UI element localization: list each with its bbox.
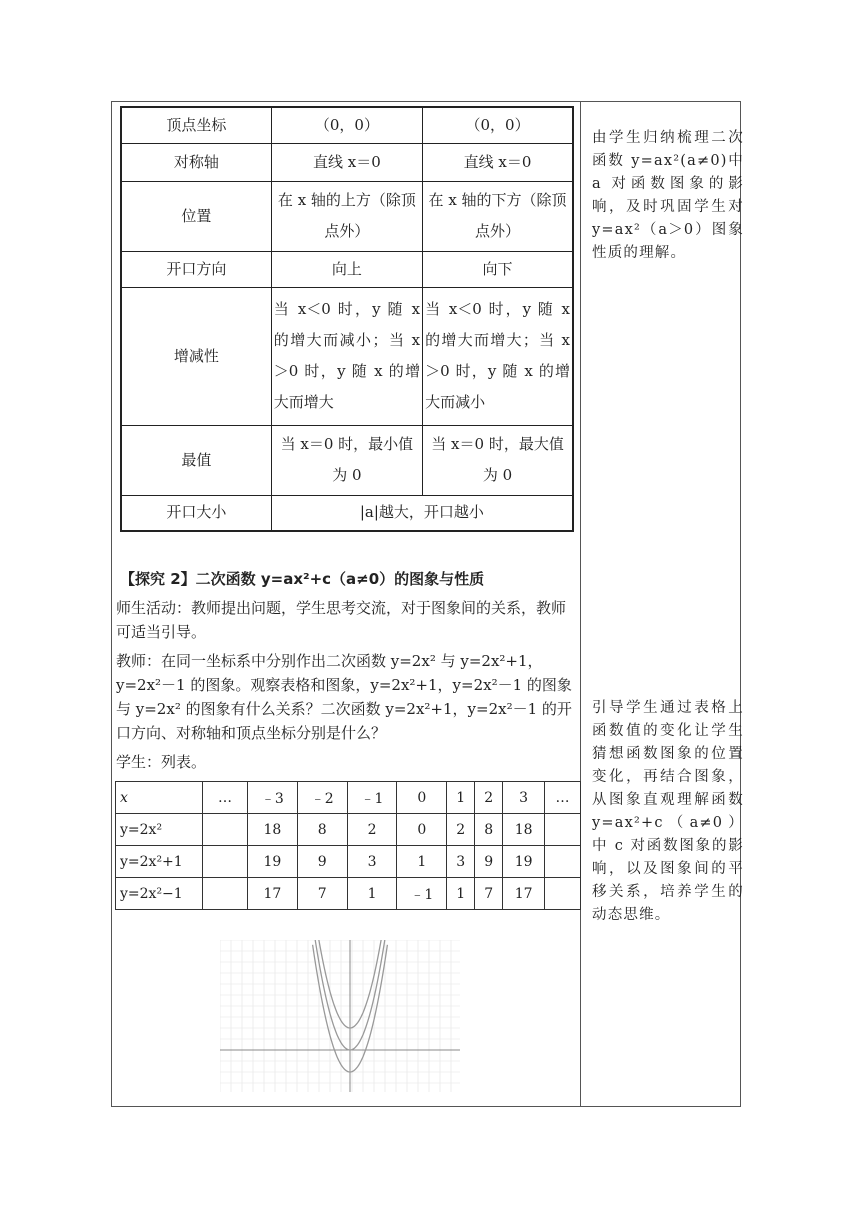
row-label: 开口方向 <box>121 251 271 287</box>
row-label: 位置 <box>121 181 271 251</box>
table-cell: 1 <box>397 846 447 878</box>
cell-a-negative: （0，0） <box>423 107 573 143</box>
table-row <box>116 814 581 846</box>
cell-a-negative: 向下 <box>423 251 573 287</box>
table-cell: 18 <box>503 814 545 846</box>
table-cell: 8 <box>297 814 347 846</box>
table-cell: 17 <box>503 878 545 910</box>
table-cell <box>203 814 248 846</box>
table-row <box>121 107 573 143</box>
cell-a-positive: 当 x＜0 时，y 随 x 的增大而减小；当 x＞0 时，y 随 x 的增大而增大 <box>271 287 422 425</box>
row-label: 增减性 <box>121 287 271 425</box>
table-cell: 3 <box>503 782 545 814</box>
table-cell: 1 <box>347 878 397 910</box>
table-cell: 2 <box>447 814 475 846</box>
table-cell: 17 <box>248 878 298 910</box>
properties-table <box>120 106 574 532</box>
table-cell: 3 <box>347 846 397 878</box>
cell-a-positive: 向上 <box>271 251 422 287</box>
row-label: x <box>116 782 203 814</box>
row-label: 最值 <box>121 425 271 495</box>
row-label: y=2x²+1 <box>116 846 203 878</box>
table-row <box>121 425 573 495</box>
cell-a-positive: 当 x＝0 时，最小值为 0 <box>271 425 422 495</box>
table-cell <box>203 878 248 910</box>
table-cell <box>545 814 581 846</box>
student-text: 学生：列表。 <box>116 753 207 771</box>
table-cell <box>545 846 581 878</box>
table-cell: 3 <box>447 846 475 878</box>
row-label: 顶点坐标 <box>121 107 271 143</box>
parabola-graph <box>220 940 460 1092</box>
table-row <box>121 181 573 251</box>
table-row <box>121 251 573 287</box>
table-cell <box>545 878 581 910</box>
teaching-note-2: 引导学生通过表格上函数值的变化让学生猜想函数图象的位置变化，再结合图象，从图象直观理解函数 y=ax²+c（a≠0）中 c 对函数图象的影响，以及图象间的平移关系，培养学生的动态思维。 <box>592 700 744 923</box>
cell-a-negative: 在 x 轴的下方（除顶点外） <box>423 181 573 251</box>
table-cell: ﹣2 <box>297 782 347 814</box>
cell-a-positive: 直线 x＝0 <box>271 143 422 181</box>
table-cell <box>203 846 248 878</box>
table-row <box>121 287 573 425</box>
table-cell: 9 <box>475 846 503 878</box>
activity-text: 师生活动：教师提出问题，学生思考交流，对于图象间的关系，教师可适当引导。 <box>116 599 567 641</box>
teaching-note-1: 由学生归纳梳理二次函数 y=ax²(a≠0)中 a 对函数图象的影响，及时巩固学生对 y=ax²（a＞0）图象性质的理解。 <box>592 130 744 261</box>
row-label: y=2x²−1 <box>116 878 203 910</box>
table-cell: 0 <box>397 782 447 814</box>
table-cell: 2 <box>347 814 397 846</box>
table-cell: ﹣1 <box>397 878 447 910</box>
table-cell: 19 <box>503 846 545 878</box>
table-row <box>116 846 581 878</box>
teacher-text: 教师：在同一坐标系中分别作出二次函数 y=2x² 与 y=2x²+1，y=2x²－1 的图象。观察表格和图象，y=2x²+1，y=2x²－1 的图象与 y=2x² 的图象有什么关系？二次函数 y=2x²+1，y=2x²－1 的开口方向、对称轴和顶点坐标分别是什么？ <box>116 652 572 742</box>
table-cell: … <box>545 782 581 814</box>
table-cell: 0 <box>397 814 447 846</box>
table-cell: 7 <box>475 878 503 910</box>
cell-a-negative: 当 x＝0 时，最大值为 0 <box>423 425 573 495</box>
table-cell: 1 <box>447 782 475 814</box>
table-cell: 7 <box>297 878 347 910</box>
cell-a-positive: （0，0） <box>271 107 422 143</box>
values-table <box>115 781 581 910</box>
table-cell: 1 <box>447 878 475 910</box>
column-divider <box>580 101 581 1107</box>
cell-a-negative: 当 x＜0 时，y 随 x 的增大而增大；当 x＞0 时，y 随 x 的增大而减小 <box>423 287 573 425</box>
table-row <box>121 495 573 531</box>
table-cell: … <box>203 782 248 814</box>
table-cell: 19 <box>248 846 298 878</box>
row-label: y=2x² <box>116 814 203 846</box>
table-header-row <box>116 782 581 814</box>
table-cell: 8 <box>475 814 503 846</box>
table-cell: ﹣3 <box>248 782 298 814</box>
cell-merged: |a|越大，开口越小 <box>271 495 573 531</box>
table-cell: 18 <box>248 814 298 846</box>
cell-a-positive: 在 x 轴的上方（除顶点外） <box>271 181 422 251</box>
table-row <box>116 878 581 910</box>
table-cell: 2 <box>475 782 503 814</box>
table-cell: 9 <box>297 846 347 878</box>
table-row <box>121 143 573 181</box>
table-cell: ﹣1 <box>347 782 397 814</box>
row-label: 对称轴 <box>121 143 271 181</box>
cell-a-negative: 直线 x＝0 <box>423 143 573 181</box>
row-label: 开口大小 <box>121 495 271 531</box>
section-heading: 【探究 2】二次函数 y=ax²+c（a≠0）的图象与性质 <box>120 570 485 588</box>
